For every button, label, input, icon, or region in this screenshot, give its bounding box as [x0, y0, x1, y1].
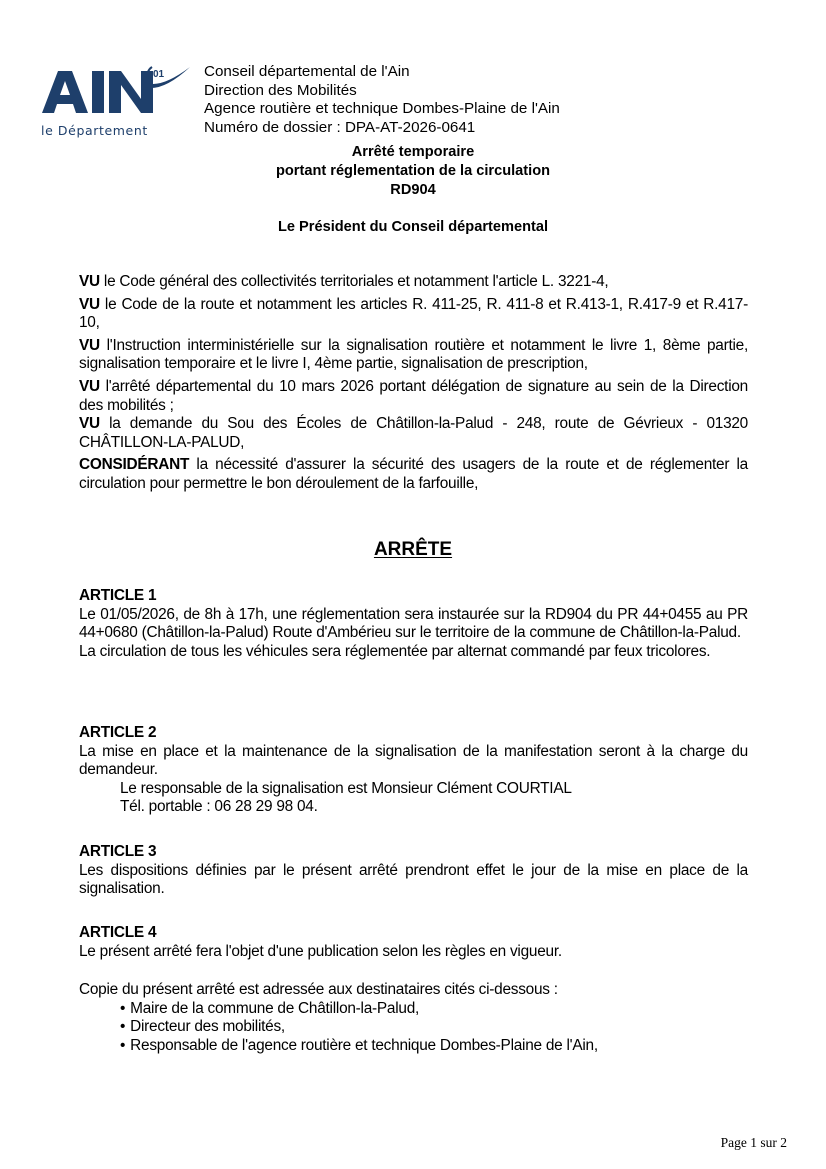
visa-item	[79, 273, 748, 292]
signage-responsible: Le responsable de la signalisation est Monsieur Clément COURTIAL	[120, 779, 572, 797]
article-1	[79, 587, 748, 661]
copies-section	[79, 981, 748, 1055]
article-3	[79, 843, 748, 899]
article-title: ARTICLE 1	[79, 587, 157, 604]
visa-keyword: VU	[79, 273, 100, 290]
arrete-heading: ARRÊTE	[373, 539, 453, 560]
article-paragraph: Les dispositions définies par le présent arrêté prendront effet le jour de la mise en place de la signalisation.	[79, 861, 748, 898]
visa-item	[79, 378, 748, 415]
visa-keyword: VU	[79, 336, 100, 354]
visa-text: la demande du Sou des Écoles de Châtillon-la-Palud - 248, route de Gévrieux - 01320 CHÂTILLON-LA-PALUD,	[79, 415, 748, 451]
considerant-text: la nécessité d'assurer la sécurité des usagers de la route et de réglementer la circulation pour permettre le bon déroulement de la farfouille,	[79, 456, 748, 492]
svg-text:01: 01	[153, 69, 165, 80]
recipient-item: • Responsable de l'agence routière et technique Dombes-Plaine de l'Ain,	[120, 1037, 748, 1056]
header-line-council: Conseil départemental de l'Ain	[204, 63, 410, 80]
article-title: ARTICLE 3	[79, 843, 157, 860]
header-line-agency: Agence routière et technique Dombes-Plaine de l'Ain	[204, 100, 560, 118]
article-title: ARTICLE 4	[79, 924, 157, 941]
title-line-1: Arrêté temporaire	[351, 144, 475, 160]
ain-logo-icon	[40, 63, 195, 143]
svg-text:le Département: le Département	[41, 123, 148, 138]
visa-text: le Code général des collectivités territoriales et notamment l'article L. 3221-4,	[99, 273, 609, 290]
considerant-item	[79, 456, 748, 493]
president-line: Le Président du Conseil départemental	[277, 219, 549, 235]
header-line-direction: Direction des Mobilités	[204, 81, 357, 99]
page-number: Page 1 sur 2	[720, 1135, 787, 1150]
visa-item	[79, 337, 748, 374]
recipient-item: • Directeur des mobilités,	[120, 1018, 748, 1037]
visa-item	[79, 296, 748, 333]
ain-department-logo	[40, 63, 195, 143]
visa-keyword: VU	[79, 377, 100, 395]
header-line-file-number: Numéro de dossier : DPA-AT-2026-0641	[204, 119, 476, 137]
article-title: ARTICLE 2	[79, 724, 157, 741]
recipients-list	[79, 1000, 748, 1056]
visa-text: l'arrêté départemental du 10 mars 2026 portant délégation de signature au sein de la Direction des mobilités ;	[79, 377, 748, 414]
visa-keyword: VU	[79, 295, 100, 313]
article-paragraph: Le présent arrêté fera l'objet d'une publication selon les règles en vigueur.	[79, 942, 562, 960]
document-title	[0, 143, 826, 200]
considerant-keyword: CONSIDÉRANT	[79, 456, 190, 474]
article-paragraph: La circulation de tous les véhicules sera réglementée par alternat commandé par feux tricolores.	[79, 642, 711, 660]
visa-item	[79, 415, 748, 452]
signage-phone: Tél. portable : 06 28 29 98 04.	[120, 798, 318, 816]
visa-keyword: VU	[79, 415, 100, 433]
title-line-2: portant réglementation de la circulation	[275, 163, 551, 179]
article-paragraph: La mise en place et la maintenance de la signalisation de la manifestation seront à la charge du demandeur.	[79, 742, 748, 779]
visa-text: le Code de la route et notamment les articles R. 411-25, R. 411-8 et R.413-1, R.417-9 et R.417-10,	[79, 295, 748, 332]
visa-text: l'Instruction interministérielle sur la signalisation routière et notamment le livre 1, 8ème partie, signalisation temporaire et le livre I, 4ème partie, signalisation de prescription,	[79, 336, 748, 373]
article-4	[79, 924, 748, 961]
visas-section	[79, 273, 748, 498]
title-line-3: RD904	[390, 182, 436, 198]
article-paragraph: Le 01/05/2026, de 8h à 17h, une réglementation sera instaurée sur la RD904 du PR 44+0455 au PR 44+0680 (Châtillon-la-Palud) Route d'Ambérieu sur le territoire de la commune de Châtillon-la-Palud.	[79, 605, 748, 642]
issuer-header	[204, 63, 560, 138]
recipient-item: • Maire de la commune de Châtillon-la-Palud,	[120, 1000, 748, 1019]
article-2	[79, 724, 748, 817]
copies-intro: Copie du présent arrêté est adressée aux destinataires cités ci-dessous :	[79, 981, 558, 998]
